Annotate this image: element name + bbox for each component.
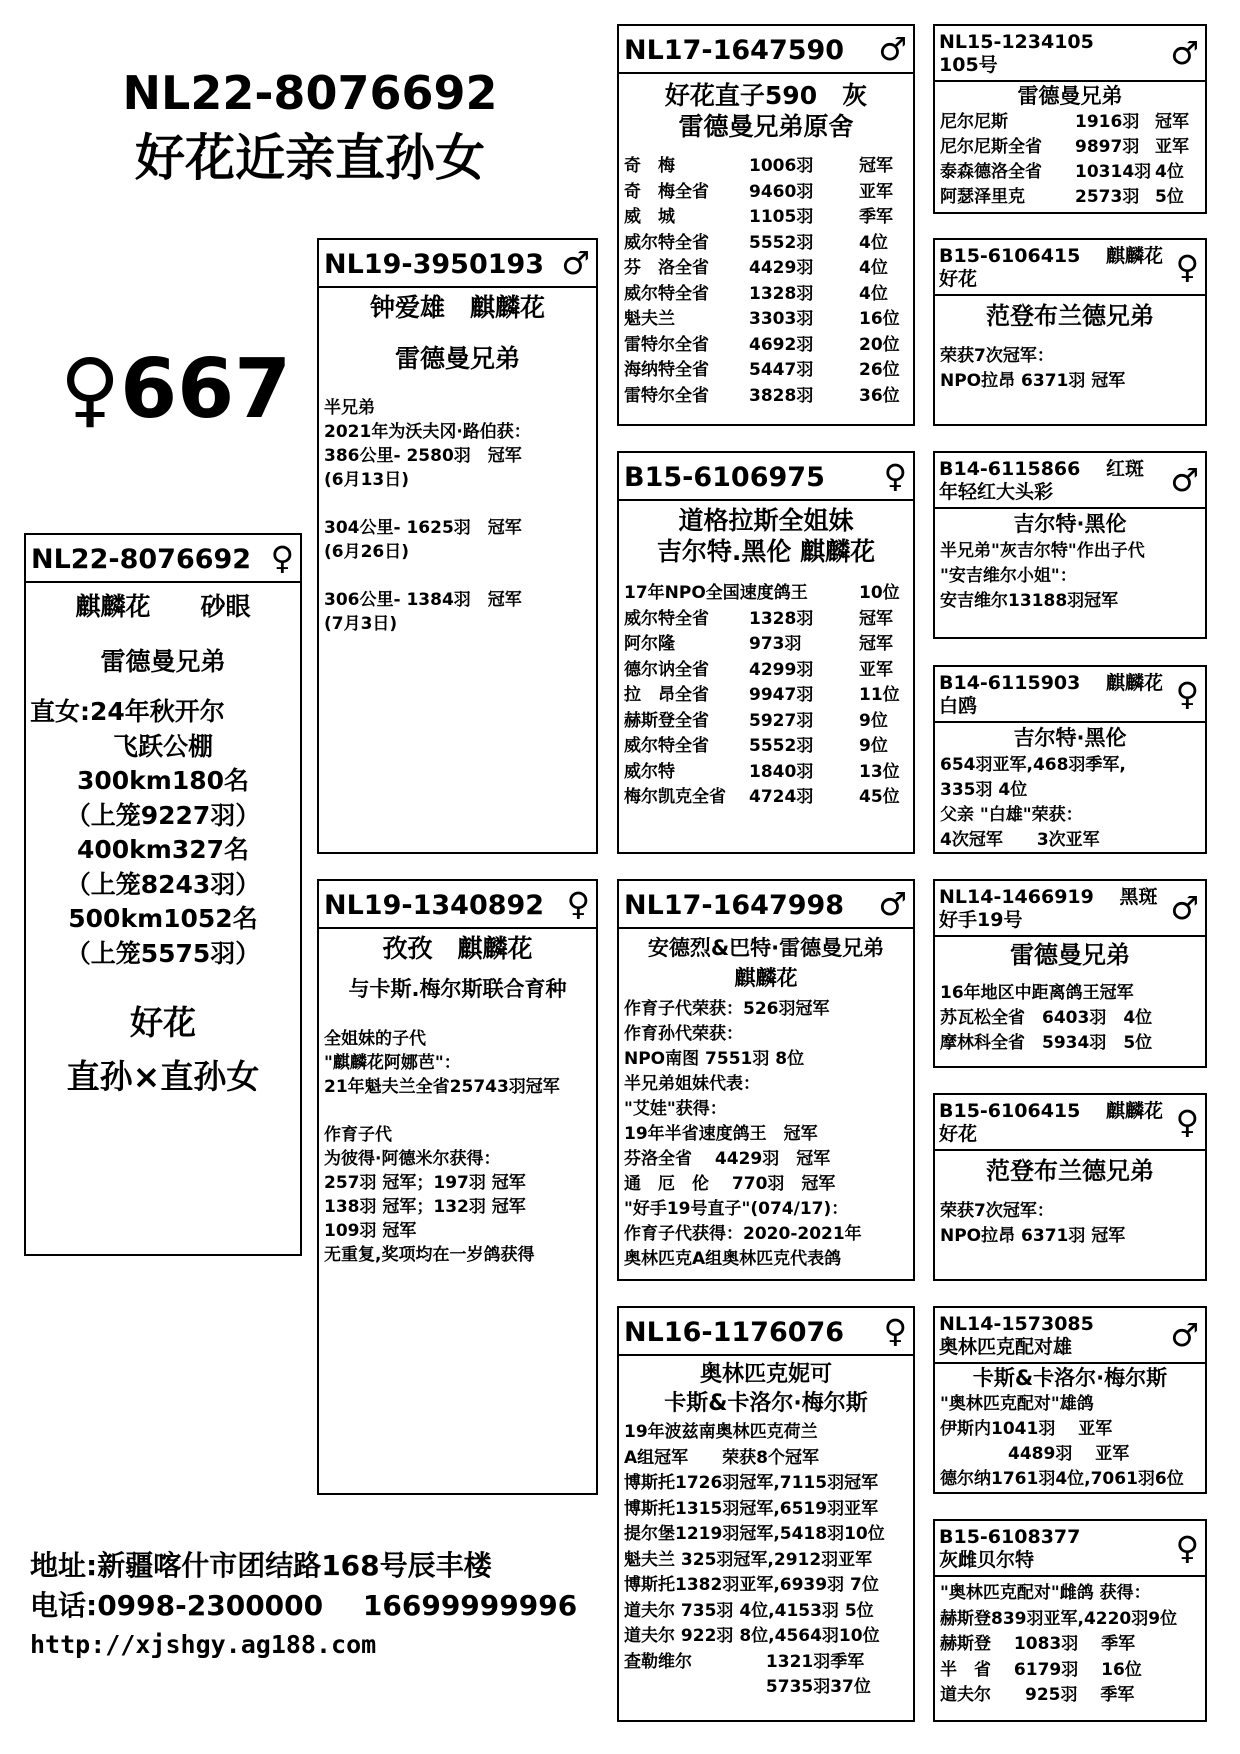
self-ring: NL22-8076692 <box>31 544 252 575</box>
sds-line: "安吉维尔小姐"： <box>940 566 1077 586</box>
sdd-card <box>933 665 1207 854</box>
sire-line: (7月3日) <box>324 614 398 634</box>
male-icon: ♂ <box>878 30 907 68</box>
sire-name: 钟爱雄 麒麟花 <box>369 293 545 322</box>
ss-row: 芬 洛全省 4429羽 4位 <box>624 258 888 278</box>
dam-line: "麒麟花阿娜芭"： <box>324 1053 461 1073</box>
dsd-line: NPO拉昂 6371羽 冠军 <box>940 1226 1126 1246</box>
sd-row: 赫斯登全省 5927羽 9位 <box>624 710 888 731</box>
ds-line: 芬洛全省 4429羽 冠军 <box>624 1149 831 1169</box>
dss-line: 苏瓦松全省 6403羽 4位 <box>940 1008 1153 1028</box>
dam-breeder: 与卡斯.梅尔斯联合育种 <box>348 977 567 1001</box>
sd-row: 威尔特 1840羽 13位 <box>624 761 900 782</box>
sss-results <box>935 110 1205 210</box>
dam-card <box>317 879 598 1495</box>
sss-name: 雷德曼兄弟 <box>1017 84 1123 108</box>
sdd-line: 335羽 4位 <box>940 780 1028 800</box>
dam-ring: NL19-1340892 <box>324 890 545 921</box>
self-line: （上笼9227羽） <box>65 800 261 830</box>
sire-card <box>317 238 598 854</box>
dd-line: 道夫尔 735羽 4位,4153羽 5位 <box>624 1600 874 1621</box>
self-line: 500km1052名 <box>68 904 258 933</box>
dds-header <box>935 1308 1205 1364</box>
sd-row: 17年NPO全国速度鸽王 10位 <box>624 583 900 603</box>
ss-header <box>619 26 913 74</box>
ds-ring: NL17-1647998 <box>624 890 845 921</box>
ddd-line: 赫斯登 1083羽 季军 <box>940 1634 1136 1654</box>
sdd-header <box>935 667 1205 723</box>
dds-line: 德尔纳1761羽4位,7061羽6位 <box>940 1469 1184 1489</box>
male-icon: ♂ <box>1170 461 1199 499</box>
sire-breeder: 雷德曼兄弟 <box>394 344 520 373</box>
sds-ring: B14-6115866 红斑 年轻红大头彩 <box>939 458 1144 503</box>
ddd-card <box>933 1519 1207 1722</box>
self-footer2: 直孙×直孙女 <box>66 1057 260 1096</box>
sss-row: 尼尔尼斯全省 9897羽 亚军 <box>940 137 1189 157</box>
female-icon: ♀ <box>60 342 121 437</box>
female-icon: ♀ <box>883 1312 907 1350</box>
male-icon: ♂ <box>561 244 590 282</box>
ds-name: 安德烈&巴特·雷德曼兄弟 麒麟花 <box>647 936 885 990</box>
sire-lines <box>319 396 596 636</box>
dam-line: 作育子代 <box>324 1125 392 1145</box>
main-number: ♀667 <box>60 342 292 437</box>
dss-line: 16年地区中距离鸽王冠军 <box>940 983 1134 1003</box>
ddd-line: 道夫尔 925羽 季军 <box>940 1685 1135 1705</box>
dam-line: 109羽 冠军 <box>324 1221 417 1241</box>
female-icon: ♀ <box>270 539 294 577</box>
sire-ring: NL19-3950193 <box>324 249 545 280</box>
self-name: 麒麟花 砂眼 <box>75 592 251 621</box>
dam-header <box>319 881 596 929</box>
ds-header <box>619 881 913 929</box>
ss-row: 威尔特全省 5552羽 4位 <box>624 232 888 253</box>
ddd-lines <box>935 1581 1205 1709</box>
ds-line: NPO南图 7551羽 8位 <box>624 1049 805 1069</box>
dam-line: 全姐妹的子代 <box>324 1029 426 1049</box>
dd-line: 19年波兹南奥林匹克荷兰 <box>624 1422 818 1442</box>
sds-line: 安吉维尔13188羽冠军 <box>940 591 1119 611</box>
dam-line: 无重复,奖项均在一岁鸽获得 <box>324 1245 535 1265</box>
male-icon: ♂ <box>1170 889 1199 927</box>
sds-lines <box>935 539 1205 614</box>
sds-line: 半兄弟"灰吉尔特"作出子代 <box>940 541 1145 561</box>
dd-line: 博斯托1382羽亚军,6939羽 7位 <box>624 1575 879 1595</box>
sdd-ring: B14-6115903 麒麟花 白鸥 <box>939 672 1163 717</box>
ss-row: 雷特尔全省 3828羽 36位 <box>624 385 900 406</box>
ss-row: 海纳特全省 5447羽 26位 <box>624 360 900 380</box>
sd-header <box>619 453 913 501</box>
ss-row: 威尔特全省 1328羽 4位 <box>624 283 888 304</box>
dam-line: 138羽 冠军；132羽 冠军 <box>324 1197 526 1217</box>
dd-name: 奥林匹克妮可 卡斯&卡洛尔·梅尔斯 <box>664 1362 868 1416</box>
contact-phone-row <box>30 1586 590 1626</box>
dds-line: "奥林匹克配对"雄鸽 <box>940 1394 1094 1414</box>
dds-line: 4489羽 亚军 <box>940 1444 1130 1464</box>
ds-line: 作育子代获得：2020-2021年 <box>624 1224 862 1244</box>
ssd-card <box>933 238 1207 426</box>
dd-line: A组冠军 荣获8个冠军 <box>624 1447 819 1468</box>
dsd-header <box>935 1095 1205 1151</box>
ss-results <box>619 154 913 409</box>
ds-line: 作育孙代荣获： <box>624 1024 743 1044</box>
female-icon: ♀ <box>566 885 590 923</box>
dd-line: 魁夫兰 325羽冠军,2912羽亚军 <box>624 1549 873 1570</box>
sire-line <box>319 564 596 588</box>
contact-phone: 电话:0998-2300000 <box>30 1589 324 1622</box>
sds-card <box>933 451 1207 639</box>
sd-results <box>619 581 913 811</box>
dds-card <box>933 1306 1207 1494</box>
dds-name: 卡斯&卡洛尔·梅尔斯 <box>972 1366 1168 1390</box>
self-lines <box>26 695 300 971</box>
sss-row: 尼尔尼斯 1916羽 冠军 <box>940 112 1189 132</box>
female-icon: ♀ <box>1175 1103 1199 1141</box>
dam-lines <box>319 1027 596 1267</box>
sd-card <box>617 451 915 854</box>
sire-line: 2021年为沃夫冈·路伯获： <box>324 422 531 442</box>
sds-name: 吉尔特·黑伦 <box>1013 512 1127 536</box>
dss-name: 雷德曼兄弟 <box>1010 941 1130 969</box>
self-breeder: 雷德曼兄弟 <box>100 647 226 676</box>
self-line: 400km327名 <box>76 835 250 864</box>
contact-block <box>30 1546 590 1664</box>
ds-line: 通 厄 伦 770羽 冠军 <box>624 1174 836 1194</box>
male-icon: ♂ <box>878 885 907 923</box>
sds-header <box>935 453 1205 509</box>
sire-line: (6月13日) <box>324 470 410 490</box>
ss-name: 好花直子590 灰 <box>664 81 868 110</box>
ss-row: 奇 梅全省 9460羽 亚军 <box>624 181 893 202</box>
female-icon: ♀ <box>1175 675 1199 713</box>
ssd-header <box>935 240 1205 296</box>
sire-line: 半兄弟 <box>324 398 375 418</box>
dam-line: 257羽 冠军；197羽 冠军 <box>324 1173 526 1193</box>
ss-breeder: 雷德曼兄弟原舍 <box>678 112 854 141</box>
dam-line <box>319 1099 596 1123</box>
contact-mobile: 16699999996 <box>362 1589 578 1622</box>
dsd-lines <box>935 1199 1205 1249</box>
self-card <box>24 533 302 1256</box>
male-icon: ♂ <box>1170 34 1199 72</box>
sire-header <box>319 240 596 288</box>
sdd-name: 吉尔特·黑伦 <box>1013 726 1127 750</box>
sss-row: 阿瑟泽里克 2573羽 5位 <box>940 187 1184 207</box>
main-title: 好花近亲直孙女 <box>135 129 485 187</box>
sire-line: 306公里- 1384羽 冠军 <box>324 590 522 610</box>
ssd-line: 荣获7次冠军： <box>940 346 1054 366</box>
dsd-line: 荣获7次冠军： <box>940 1201 1054 1221</box>
dam-line: 为彼得·阿德米尔获得： <box>324 1149 501 1169</box>
dd-line: 提尔堡1219羽冠军,5418羽10位 <box>624 1524 885 1544</box>
ss-card <box>617 24 915 426</box>
ds-card <box>617 879 915 1281</box>
sd-name: 道格拉斯全姐妹 吉尔特.黑伦 麒麟花 <box>656 506 876 566</box>
dss-lines <box>935 981 1205 1056</box>
female-icon: ♀ <box>1175 1529 1199 1567</box>
ssd-line: NPO拉昂 6371羽 冠军 <box>940 371 1126 391</box>
dd-line: 博斯托1726羽冠军,7115羽冠军 <box>624 1473 879 1493</box>
sd-row: 德尔讷全省 4299羽 亚军 <box>624 659 893 680</box>
sire-line: 304公里- 1625羽 冠军 <box>324 518 522 538</box>
female-icon: ♀ <box>1175 248 1199 286</box>
main-ring-title: NL22-8076692 <box>122 66 498 120</box>
sire-line: 386公里- 2580羽 冠军 <box>324 446 522 466</box>
female-icon: ♀ <box>883 457 907 495</box>
sdd-line: 4次冠军 3次亚军 <box>940 830 1100 850</box>
dsd-ring: B15-6106415 麒麟花 好花 <box>939 1100 1163 1145</box>
contact-url[interactable]: http://xjshgy.ag188.com <box>30 1630 377 1659</box>
ss-row: 奇 梅 1006羽 冠军 <box>624 156 893 176</box>
self-header <box>26 535 300 583</box>
sd-row: 阿尔隆 973羽 冠军 <box>624 634 893 654</box>
ssd-lines <box>935 344 1205 394</box>
sdd-lines <box>935 753 1205 853</box>
ssd-ring: B15-6106415 麒麟花 好花 <box>939 245 1163 290</box>
dsd-name: 范登布兰德兄弟 <box>986 1157 1154 1185</box>
dss-line: 摩林科全省 5934羽 5位 <box>940 1033 1153 1053</box>
self-line: 飞跃公棚 <box>112 731 213 761</box>
dam-name: 孜孜 麒麟花 <box>382 934 533 963</box>
dd-line: 5735羽37位 <box>624 1677 871 1697</box>
sd-ring: B15-6106975 <box>624 462 825 493</box>
sss-row: 泰森德洛全省 10314羽 4位 <box>940 162 1184 182</box>
ddd-ring: B15-6108377 灰雌贝尔特 <box>939 1526 1081 1571</box>
sd-row: 梅尔凯克全省 4724羽 45位 <box>624 787 900 807</box>
sss-ring: NL15-1234105 105号 <box>939 31 1094 76</box>
dd-line: 博斯托1315羽冠军,6519羽亚军 <box>624 1498 879 1519</box>
ss-row: 魁夫兰 3303羽 16位 <box>624 309 900 329</box>
dd-line: 道夫尔 922羽 8位,4564羽10位 <box>624 1626 880 1646</box>
ds-line: 奥林匹克A组奥林匹克代表鸽 <box>624 1249 842 1269</box>
sd-row: 拉 昂全省 9947羽 11位 <box>624 685 900 705</box>
ds-line: "艾娃"获得： <box>624 1099 727 1119</box>
dsd-card <box>933 1093 1207 1281</box>
dss-ring: NL14-1466919 黑斑 好手19号 <box>939 886 1158 931</box>
ds-lines <box>619 997 913 1272</box>
sd-row: 威尔特全省 1328羽 冠军 <box>624 608 893 629</box>
sss-header <box>935 26 1205 82</box>
ss-row: 雷特尔全省 4692羽 20位 <box>624 334 900 355</box>
ddd-line: "奥林匹克配对"雌鸽 获得： <box>940 1583 1151 1603</box>
dd-line: 查勒维尔 1321羽季军 <box>624 1651 865 1672</box>
dam-line: 21年魁夫兰全省25743羽冠军 <box>324 1077 560 1097</box>
dd-header <box>619 1308 913 1356</box>
sss-card <box>933 24 1207 214</box>
ddd-header <box>935 1521 1205 1577</box>
dss-header <box>935 881 1205 937</box>
sire-line <box>319 492 596 516</box>
ddd-line: 半 省 6179羽 16位 <box>940 1659 1142 1680</box>
self-footer1: 好花 <box>130 1003 196 1042</box>
dds-ring: NL14-1573085 奥林匹克配对雄 <box>939 1313 1094 1358</box>
ds-line: 作育子代荣获：526羽冠军 <box>624 999 830 1019</box>
dd-ring: NL16-1176076 <box>624 1317 845 1348</box>
dd-card <box>617 1306 915 1722</box>
ddd-line: 赫斯登839羽亚军,4220羽9位 <box>940 1608 1178 1629</box>
ds-line: 半兄弟姐妹代表： <box>624 1074 760 1094</box>
dd-lines <box>619 1420 913 1701</box>
self-line: 300km180名 <box>76 766 250 795</box>
dds-line: 伊斯内1041羽 亚军 <box>940 1419 1113 1439</box>
sire-line: (6月26日) <box>324 542 410 562</box>
self-line: （上笼8243羽） <box>65 869 261 899</box>
sdd-line: 父亲 "白雄"荣获： <box>940 805 1083 825</box>
ss-row: 威 城 1105羽 季军 <box>624 207 893 227</box>
sdd-line: 654羽亚军,468羽季军, <box>940 755 1126 775</box>
ds-line: 19年半省速度鸽王 冠军 <box>624 1124 818 1144</box>
contact-address: 地址:新疆喀什市团结路168号辰丰楼 <box>30 1549 492 1582</box>
sd-row: 威尔特全省 5552羽 9位 <box>624 736 888 756</box>
dds-lines <box>935 1392 1205 1492</box>
ssd-name: 范登布兰德兄弟 <box>986 302 1154 330</box>
ss-ring: NL17-1647590 <box>624 35 845 66</box>
male-icon: ♂ <box>1170 1316 1199 1354</box>
dss-card <box>933 879 1207 1068</box>
self-line: 直女:24年秋开尔 <box>30 697 225 726</box>
self-line: （上笼5575羽） <box>65 938 261 968</box>
ds-line: "好手19号直子"(074/17)： <box>624 1199 849 1219</box>
